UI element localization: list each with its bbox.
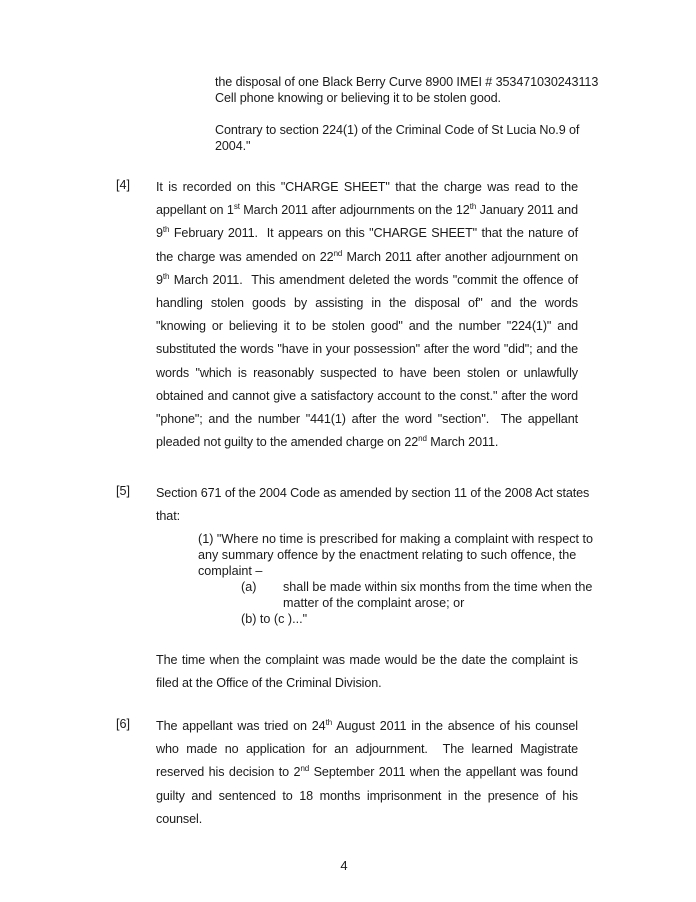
paragraph-5-intro — [156, 482, 590, 528]
contrary-line-1: Contrary to section 224(1) of the Criminal Code of St Lucia No.9 of — [215, 123, 580, 137]
statute-item-b: (b) to (c )..." — [241, 612, 308, 626]
statute-item-a-line-1: shall be made within six months from the time when the — [283, 580, 593, 594]
paragraph-number: [4] — [116, 178, 131, 192]
quoted-charge-block — [215, 74, 599, 106]
quoted-charge-line-1: the disposal of one Black Berry Curve 8900 IMEI # 353471030243113 — [215, 75, 599, 89]
statute-item-a-label: (a) — [241, 580, 257, 594]
paragraph-5-intro-line-2: that: — [156, 509, 181, 524]
quoted-charge-line-2: Cell phone knowing or believing it to be stolen good. — [215, 91, 501, 105]
statute-quote-line-2: any summary offence by the enactment relating to such offence, the — [198, 548, 577, 562]
paragraph-6-text: The appellant was tried on 24th August 2011 in the absence of his counsel who made no application for an adjournment. The learned Magistrate reserved his decision to 2nd September 2011 when the appellant was found guilty and sentenced to 18 months imprisonment in the presence of his counsel. — [156, 717, 579, 826]
statute-quote-line-3: complaint – — [198, 564, 263, 578]
paragraph-5-intro-line-1: Section 671 of the 2004 Code as amended by section 11 of the 2008 Act states — [156, 486, 590, 500]
paragraph-number: [6] — [116, 717, 131, 731]
contrary-block — [215, 122, 595, 154]
contrary-line-2: 2004." — [215, 139, 251, 153]
complaint-time-text: The time when the complaint was made would be the date the complaint is filed at the Office of the Criminal Division. — [156, 653, 578, 691]
page-number: 4 — [340, 858, 348, 873]
paragraph-4-text: It is recorded on this "CHARGE SHEET" that the charge was read to the appellant on 1st March 2011 after adjournments on the 12th January 2011 and 9th February 2011. It appears on this "CHARGE SHEET" that the nature of the charge was amended on 22nd March 2011 after another adjournment on 9th March 2011. This amendment deleted the words "commit the offence of handling stolen goods by assisting in the disposal of" and the words "knowing or believing it to be stolen good" and the number "224(1)" and substituted the words "have in your possession" after the word "did"; and the words "which is reasonably suspected to have been stolen or unlawfully obtained and cannot give a satisfactory account to the const." after the word "phone"; and the number "441(1) after the word "section". The appellant pleaded not guilty to the amended charge on 22nd March 2011. — [156, 180, 578, 450]
paragraph-number: [5] — [116, 484, 131, 498]
statute-quote-line-1: (1) "Where no time is prescribed for making a complaint with respect to — [198, 532, 594, 546]
statute-item-a-line-2: matter of the complaint arose; or — [283, 596, 465, 610]
